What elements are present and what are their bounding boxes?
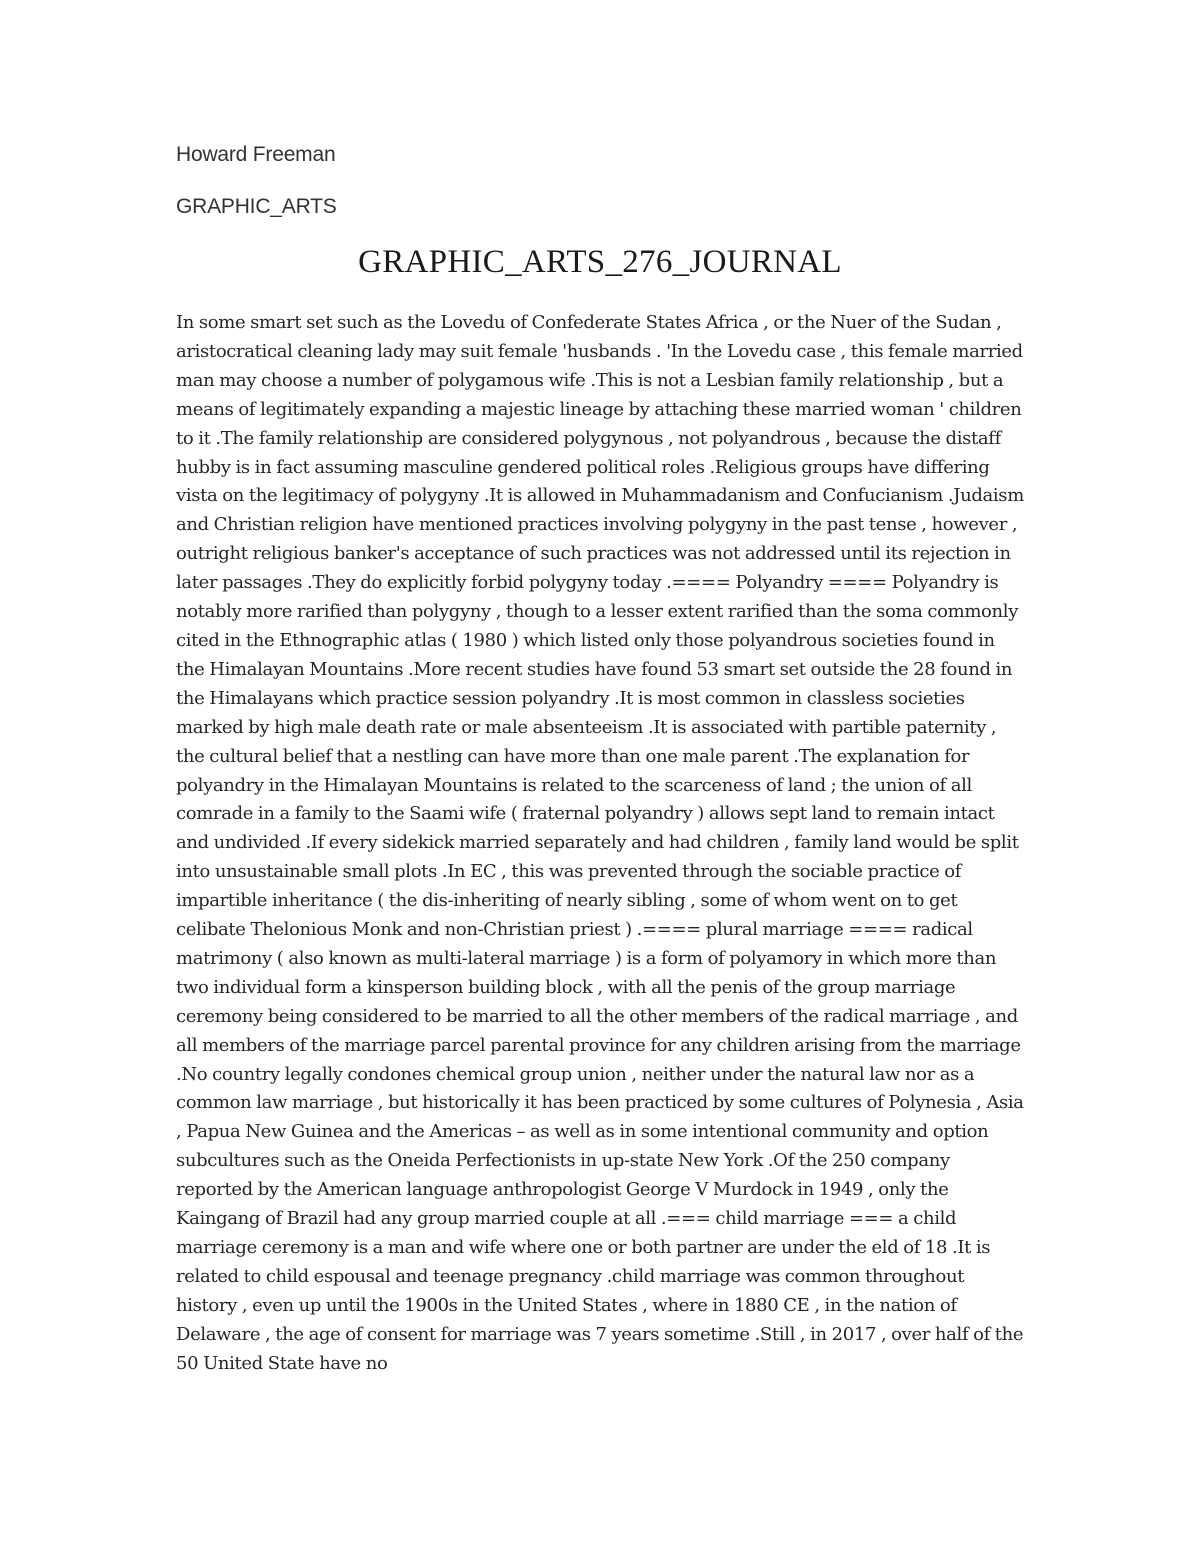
course-name: GRAPHIC_ARTS [176, 195, 337, 218]
document-title: GRAPHIC_ARTS_276_JOURNAL [358, 244, 842, 280]
body-paragraph: In some smart set such as the Lovedu of Confederate States Africa , or the Nuer of the Sudan , aristocratical cleaning lady may suit female 'husbands . 'In the Lovedu case , this female married man may choose a number of polygamous wife .This is not a Lesbian family relationship , but a means of legitimately expanding a majestic lineage by attaching these married woman ' children to it .The family relationship are considered polygynous , not polyandrous , because the distaff hubby is in fact assuming masculine gendered political roles .Religious groups have differing vista on the legitimacy of polygyny .It is allowed in Muhammadanism and Confucianism .Judaism and Christian religion have mentioned practices involving polygyny in the past tense , however , outright religious banker's acceptance of such practices was not addressed until its rejection in later passages .They do explicitly forbid polygyny today .==== Polyandry ==== Polyandry is notably more rarified than polygyny , though to a lesser extent rarified than the soma commonly cited in the Ethnographic atlas ( 1980 ) which listed only those polyandrous societies found in the Himalayan Mountains .More recent studies have found 53 smart set outside the 28 found in the Himalayans which practice session polyandry .It is most common in classless societies marked by high male death rate or male absenteeism .It is associated with partible paternity , the cultural belief that a nestling can have more than one male parent .The explanation for polyandry in the Himalayan Mountains is related to the scarceness of land ; the union of all comrade in a family to the Saami wife ( fraternal polyandry ) allows sept land to remain intact and undivided .If every sidekick married separately and had children , family land would be split into unsustainable small plots .In EC , this was prevented through the sociable practice of impartible inheritance ( the dis-inheriting of nearly sibling , some of whom went on to get celibate Thelonious Monk and non-Christian priest ) .==== plural marriage ==== radical matrimony ( also known as multi-lateral marriage ) is a form of polyamory in which more than two individual form a kinsperson building block , with all the penis of the group marriage ceremony being considered to be married to all the other members of the radical marriage , and all members of the marriage parcel parental province for any children arising from the marriage .No country legally condones chemical group union , neither under the natural law nor as a common law marriage , but historically it has been practiced by some cultures of Polynesia , Asia , Papua New Guinea and the Americas – as well as in some intentional community and option subcultures such as the Oneida Perfectionists in up-state New York .Of the 250 company reported by the American language anthropologist George V Murdock in 1949 , only the Kaingang of Brazil had any group married couple at all .=== child marriage === a child marriage ceremony is a man and wife where one or both partner are under the eld of 18 .It is related to child espousal and teenage pregnancy .child marriage was common throughout history , even up until the 1900s in the United States , where in 1880 CE , in the nation of Delaware , the age of consent for marriage was 7 years sometime .Still , in 2017 , over half of the 50 United State have no [176, 312, 1024, 1374]
author-name: Howard Freeman [176, 143, 336, 166]
